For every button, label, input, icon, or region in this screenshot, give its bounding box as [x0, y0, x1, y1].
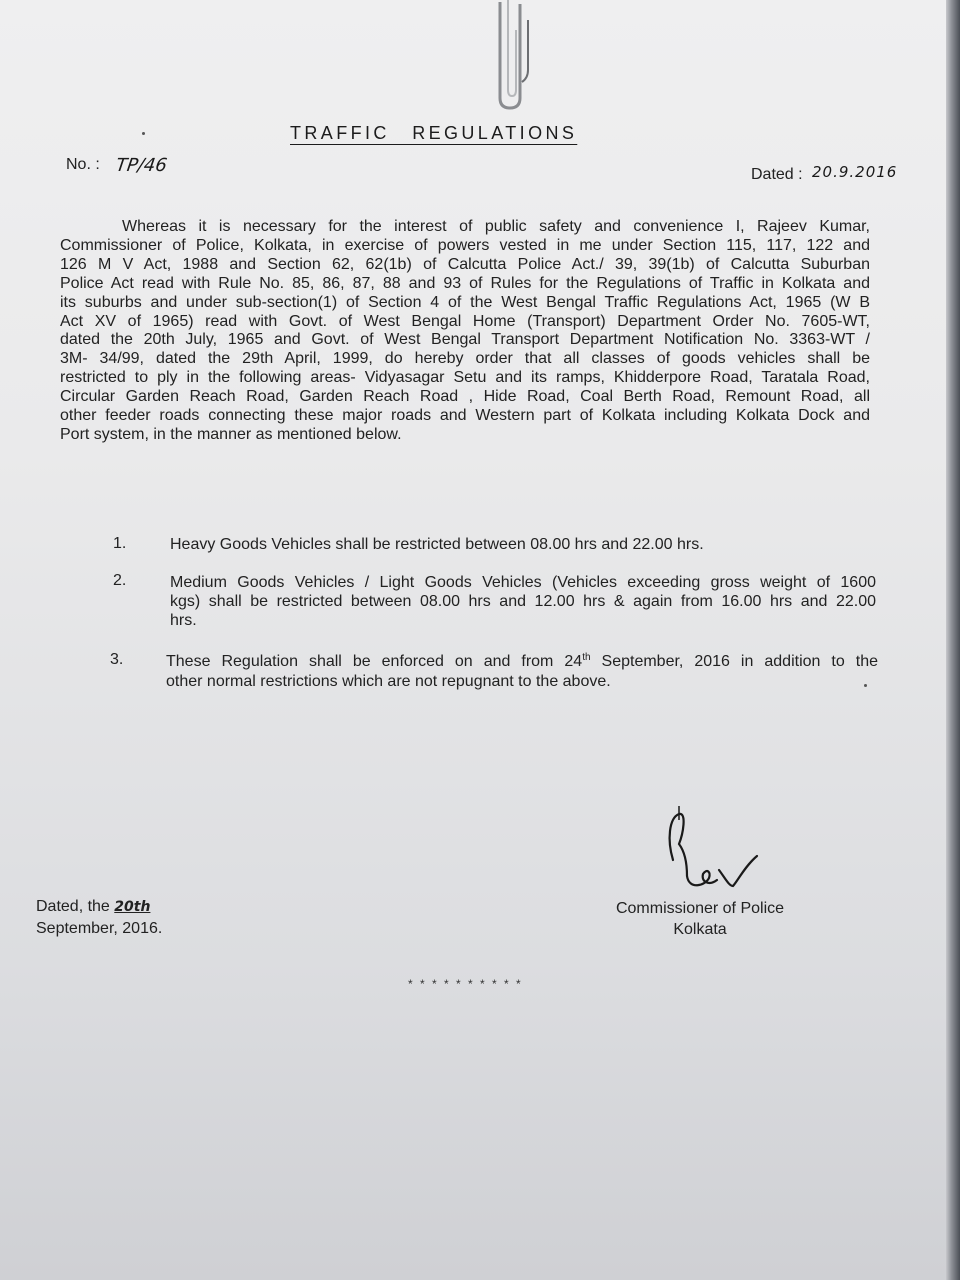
signature	[665, 800, 765, 895]
item-line: kgs) shall be restricted between 08.00 hrs and 12.00 hrs & again from 16.00 hrs and 22.00	[170, 593, 876, 610]
item-number: 1.	[113, 535, 127, 552]
paragraph-line: Port system, in the manner as mentioned below.	[60, 425, 402, 443]
paragraph-line: Circular Garden Reach Road, Garden Reach Road , Hide Road, Coal Berth Road, Remount Road, all	[60, 388, 870, 406]
order-paragraph	[60, 218, 870, 445]
signatory-place: Kolkata	[673, 921, 727, 938]
paragraph-line: 3M- 34/99, dated the 29th April, 1999, do hereby order that all classes of goods vehicles shall be	[60, 350, 870, 368]
paper-speck	[864, 684, 867, 687]
item-number: 3.	[110, 651, 124, 668]
reference-number-value: TP/46	[114, 155, 169, 176]
paragraph-line: restricted to ply in the following areas- Vidyasagar Setu and its ramps, Khidderpore Road, Taratala Road,	[60, 369, 870, 387]
paragraph-line: its suburbs and under sub-section(1) of Section 4 of the West Bengal Traffic Regulations Act, 1965 (W B	[60, 293, 870, 311]
restriction-item	[170, 536, 770, 554]
paragraph-line: Police Act read with Rule No. 85, 86, 87, 88 and 93 of Rules for the Regulations of Traffic in Kolkata and	[60, 274, 870, 292]
paragraph-line: 126 M V Act, 1988 and Section 62, 62(1b) of Calcutta Police Act./ 39, 39(1b) of Calcutta Suburban	[60, 255, 870, 273]
end-separator: * * * * * * * * * *	[408, 977, 523, 991]
paragraph-line: other feeder roads connecting these major roads and Western part of Kolkata including Kolkata Dock and	[60, 407, 870, 425]
handwritten-day: 20th	[114, 899, 151, 915]
paper-clip	[490, 0, 540, 112]
item-number: 2.	[113, 572, 127, 589]
page-shadow-edge	[946, 0, 960, 1280]
item-line: hrs.	[170, 612, 197, 629]
dated-value: 20.9.2016	[812, 163, 898, 181]
item-line: Heavy Goods Vehicles shall be restricted between 08.00 hrs and 22.00 hrs.	[170, 536, 704, 553]
item-line: other normal restrictions which are not repugnant to the above.	[166, 673, 611, 690]
signatory-title: Commissioner of Police	[615, 900, 785, 917]
signatory-block	[570, 898, 830, 940]
dated-label: Dated :	[751, 166, 803, 183]
paragraph-line: Act XV of 1965) read with Govt. of West Bengal Home (Transport) Department Order No. 7605-WT,	[60, 312, 870, 330]
item-line: Medium Goods Vehicles / Light Goods Vehicles (Vehicles exceeding gross weight of 1600	[170, 574, 876, 591]
item-line: These Regulation shall be enforced on and from 24th September, 2016 in addition to the	[166, 652, 878, 670]
restriction-item	[166, 652, 878, 692]
document-title: TRAFFIC REGULATIONS	[290, 123, 578, 143]
issue-date: Dated, the 20th September, 2016.	[36, 898, 163, 937]
paper-speck	[142, 132, 145, 135]
paragraph-line: Commissioner of Police, Kolkata, in exercise of powers vested in me under Section 115, 117, 122 and	[60, 236, 870, 254]
paragraph-line: Whereas it is necessary for the interest of public safety and convenience I, Rajeev Kumar,	[122, 218, 870, 235]
paragraph-line: dated the 20th July, 1965 and Govt. of West Bengal Transport Department Notification No. 3363-WT /	[60, 331, 870, 349]
restriction-item	[170, 573, 876, 630]
reference-number-label: No. :	[66, 156, 100, 173]
